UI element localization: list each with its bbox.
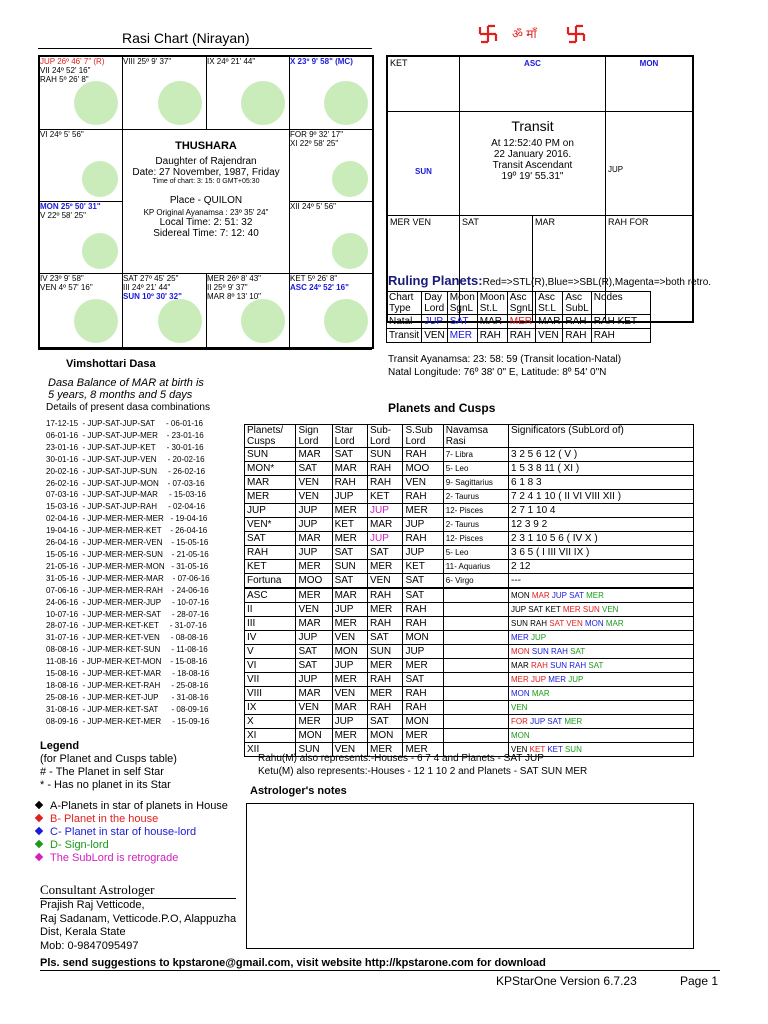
rahu-note: Rahu(M) also represents:-Houses - 6 7 4 and Planets - SAT JUP: [258, 753, 544, 764]
planets-cell: VEN: [296, 701, 332, 715]
planets-cell: RAH: [403, 532, 443, 546]
significators-cell: MAR RAH SUN RAH SAT: [509, 659, 694, 673]
dasa-row: 19-04-16 - JUP-MER-MER-KET - 26-04-16: [46, 526, 208, 536]
taurus-icon: [241, 81, 285, 125]
scorpio-icon: [158, 299, 202, 343]
dasa-list: [46, 418, 246, 728]
cancer-icon: [332, 161, 368, 197]
planets-cell: MON: [296, 729, 332, 743]
planets-cell: ASC: [245, 588, 296, 603]
rasi-house-taurus: IX 24º 21' 44": [206, 56, 290, 130]
legend-line: # - The Planet in self Star: [40, 766, 164, 778]
planets-cell: [443, 673, 508, 687]
planets-cell: VI: [245, 659, 296, 673]
planets-cell: SUN: [368, 645, 403, 659]
significators-cell: JUP SAT KET MER SUN VEN: [509, 603, 694, 617]
significators-cell: MON MAR JUP SAT MER: [509, 588, 694, 603]
dasa-row: 31-07-16 - JUP-MER-KET-VEN - 08-08-16: [46, 633, 208, 643]
planets-cell: MON: [332, 645, 367, 659]
planets-cell: MER: [296, 715, 332, 729]
planets-cell: RAH: [368, 462, 403, 476]
planets-row: [245, 701, 694, 715]
planets-cell: 7- Libra: [443, 448, 508, 462]
planets-cusps-title: Planets and Cusps: [388, 401, 496, 415]
planets-row: [245, 532, 694, 546]
dasa-row: 15-05-16 - JUP-MER-MER-SUN - 21-05-16: [46, 549, 209, 559]
planets-cell: SAT: [245, 532, 296, 546]
transit-cell-sun: SUN: [387, 111, 460, 216]
pisces-icon: [74, 81, 118, 125]
dasa-row: 15-08-16 - JUP-MER-KET-MAR - 18-08-16: [46, 669, 210, 679]
ruling-planets-header: Ruling Planets:Red=>STL(R),Blue=>SBL(R),Magenta=>both retro.: [388, 273, 712, 288]
planets-cell: KET: [403, 560, 443, 574]
planets-row: [245, 448, 694, 462]
dasa-divider: [38, 349, 372, 350]
aquarius-icon: [82, 161, 118, 197]
planets-cell: [443, 715, 508, 729]
planets-cell: SAT: [368, 546, 403, 560]
dasa-row: 26-04-16 - JUP-MER-MER-VEN - 15-05-16: [46, 538, 209, 548]
planets-cell: SUN: [368, 448, 403, 462]
planets-cell: MAR: [296, 448, 332, 462]
planets-row: [245, 687, 694, 701]
legend-item-d: D- Sign-lord: [36, 839, 109, 851]
planets-cell: RAH: [368, 673, 403, 687]
planets-cell: MER: [368, 560, 403, 574]
ruling-planets-table: [386, 291, 651, 343]
planets-row: [245, 546, 694, 560]
significators-cell: 7 2 4 1 10 ( II VI VIII XII ): [509, 490, 694, 504]
page-title: Rasi Chart (Nirayan): [122, 30, 250, 46]
planets-cell: MAR: [296, 687, 332, 701]
planets-cell: RAH: [368, 617, 403, 631]
rasi-house-capricorn: MON 25º 50' 31" V 22º 58' 25": [39, 201, 123, 274]
planets-cell: Fortuna: [245, 574, 296, 589]
ruling-header: Moon St.L: [477, 292, 507, 315]
planets-cell: 5- Leo: [443, 462, 508, 476]
planets-cell: KET: [368, 490, 403, 504]
planets-row: [245, 715, 694, 729]
planets-cell: JUP: [403, 518, 443, 532]
planets-cell: SAT: [332, 574, 367, 589]
planets-row: [245, 659, 694, 673]
footer-suggestion: Pls. send suggestions to kpstarone@gmail.com, visit website http://kpstarone.com for download: [40, 957, 546, 969]
libra-icon: [241, 299, 285, 343]
significators-cell: MER JUP: [509, 631, 694, 645]
planets-cell: [443, 588, 508, 603]
planets-cell: SAT: [332, 546, 367, 560]
rasi-house-aries: VIII 25º 9' 37": [122, 56, 207, 130]
planets-cell: SAT: [332, 448, 367, 462]
planets-cell: II: [245, 603, 296, 617]
planets-cell: MER: [332, 729, 367, 743]
planets-cell: RAH: [403, 490, 443, 504]
planets-cell: MER: [296, 588, 332, 603]
planets-cell: MON: [403, 715, 443, 729]
dasa-row: 06-01-16 - JUP-SAT-JUP-MER - 23-01-16: [46, 430, 204, 440]
planets-cell: VEN*: [245, 518, 296, 532]
significators-cell: MON SUN RAH SAT: [509, 645, 694, 659]
significators-cell: 2 7 1 10 4: [509, 504, 694, 518]
transit-cell: MAR: [532, 215, 606, 322]
legend-item-a: A-Planets in star of planets in House: [36, 800, 228, 812]
significators-cell: MER JUP MER JUP: [509, 673, 694, 687]
dasa-row: 18-08-16 - JUP-MER-KET-RAH - 25-08-16: [46, 680, 209, 690]
planets-header: Sub- Lord: [368, 425, 403, 448]
planets-cell: VEN: [368, 574, 403, 589]
transit-cell: RAH FOR: [605, 215, 693, 322]
significators-cell: ---: [509, 574, 694, 589]
planets-cell: MON: [368, 729, 403, 743]
natal-longitude: Natal Longitude: 76º 38' 0" E, Latitude: 8º 54' 0"N: [388, 367, 607, 378]
rasi-house-sagittarius: IV 23º 9' 58" VEN 4º 57' 16": [39, 273, 123, 348]
planets-cell: MER: [368, 659, 403, 673]
planets-cell: VEN: [332, 743, 367, 757]
transit-cell-asc: ASC: [459, 56, 606, 112]
ruling-header: Nodes: [591, 292, 650, 315]
planets-cell: JUP: [403, 546, 443, 560]
dasa-row: 23-01-16 - JUP-SAT-JUP-KET - 30-01-16: [46, 442, 204, 452]
planets-cell: JUP: [296, 631, 332, 645]
rasi-center-info: THUSHARA Daughter of Rajendran Date: 27 November, 1987, Friday Time of chart: 3: 15: 0 GMT+05:30 Place - QUILON KP Original Ayanamsa : 23º 35' 24" Local Time: 2: 51: 32 Sidereal Time: 7: 12: 40: [123, 130, 289, 273]
planets-cell: 12- Pisces: [443, 504, 508, 518]
dasa-row: 02-04-16 - JUP-MER-MER-MER - 19-04-16: [46, 514, 208, 524]
planets-cell: MER: [296, 560, 332, 574]
rasi-house-libra: MER 26º 8' 43" II 25º 9' 37" MAR 8º 13' 10": [206, 273, 290, 348]
planets-cell: VII: [245, 673, 296, 687]
ruling-header: Asc St.L: [536, 292, 563, 315]
planets-cell: VEN: [296, 490, 332, 504]
swastika-icon: [478, 24, 498, 44]
header-symbols: [478, 22, 598, 44]
transit-cell: KET: [387, 56, 460, 112]
significators-cell: 3 6 5 ( I III VII IX ): [509, 546, 694, 560]
planets-cell: RAH: [403, 448, 443, 462]
planets-cell: IX: [245, 701, 296, 715]
planets-row: [245, 729, 694, 743]
capricorn-icon: [82, 233, 118, 269]
planets-cell: SAT: [296, 645, 332, 659]
consultant-address: Prajish Raj Vetticode, Raj Sadanam, Vetticode.P.O, Alappuzha Dist, Kerala State Mob: 0-9847095497: [40, 899, 237, 952]
notes-box[interactable]: [246, 803, 694, 949]
planets-cell: RAH: [368, 701, 403, 715]
dasa-row: 25-08-16 - JUP-MER-KET-JUP - 31-08-16: [46, 692, 209, 702]
planets-cell: MER: [368, 603, 403, 617]
title-underline: [38, 48, 372, 49]
planets-cell: VEN: [296, 603, 332, 617]
planets-cusps-table: [244, 424, 694, 757]
significators-cell: VEN: [509, 701, 694, 715]
planets-cell: VEN: [332, 687, 367, 701]
planets-cell: JUP: [296, 518, 332, 532]
planets-cell: MAR: [296, 617, 332, 631]
virgo-icon: [324, 299, 368, 343]
significators-cell: 6 1 8 3: [509, 476, 694, 490]
rasi-house-aquarius: VI 24º 5' 56": [39, 129, 123, 202]
planets-cell: MER: [403, 659, 443, 673]
planets-cell: JUP: [332, 715, 367, 729]
planets-cell: JUP: [332, 659, 367, 673]
rasi-chart: [38, 55, 374, 349]
planets-row: [245, 462, 694, 476]
planets-cell: [443, 659, 508, 673]
planets-cell: JUP: [245, 504, 296, 518]
planets-cell: MAR: [245, 476, 296, 490]
planets-cell: RAH: [403, 701, 443, 715]
planets-cell: JUP: [296, 504, 332, 518]
significators-cell: MON: [509, 729, 694, 743]
planets-cell: VIII: [245, 687, 296, 701]
ruling-header: Moon SgnL: [447, 292, 477, 315]
footer-version: KPStarOne Version 6.7.23: [496, 974, 637, 988]
planets-row: [245, 673, 694, 687]
planets-cell: VEN: [403, 476, 443, 490]
planets-cell: SAT: [296, 659, 332, 673]
dasa-row: 31-05-16 - JUP-MER-MER-MAR - 07-06-16: [46, 573, 210, 583]
planets-cell: MER: [245, 490, 296, 504]
planets-cell: RAH: [403, 617, 443, 631]
planets-cell: JUP: [332, 490, 367, 504]
planets-row: [245, 603, 694, 617]
planets-cell: MAR: [332, 588, 367, 603]
planets-cell: SAT: [403, 588, 443, 603]
planets-cell: XI: [245, 729, 296, 743]
native-name: THUSHARA: [175, 140, 237, 152]
planets-cell: [443, 687, 508, 701]
planets-cell: VEN: [332, 631, 367, 645]
planets-cell: JUP: [368, 504, 403, 518]
significators-cell: SUN RAH SAT VEN MON MAR: [509, 617, 694, 631]
planets-cell: SAT: [368, 715, 403, 729]
planets-cell: MER: [403, 504, 443, 518]
planets-cell: V: [245, 645, 296, 659]
planets-cell: MAR: [368, 518, 403, 532]
footer-divider: [40, 970, 720, 971]
planets-row: [245, 645, 694, 659]
planets-cell: VEN: [296, 476, 332, 490]
planets-cell: SAT: [403, 673, 443, 687]
planets-cell: RAH: [403, 687, 443, 701]
ruling-row-transit: Transit VEN MER RAH RAH VEN RAH RAH: [387, 329, 651, 343]
transit-cell: MER VEN: [387, 215, 460, 322]
significators-cell: FOR JUP SAT MER: [509, 715, 694, 729]
planets-cell: XII: [245, 743, 296, 757]
planets-cell: RAH: [332, 476, 367, 490]
planets-row: [245, 518, 694, 532]
planets-row: [245, 476, 694, 490]
planets-cell: MER: [403, 743, 443, 757]
planets-cell: [443, 701, 508, 715]
dasa-row: 07-03-16 - JUP-SAT-JUP-MAR - 15-03-16: [46, 490, 206, 500]
planets-header: Navamsa Rasi: [443, 425, 508, 448]
ruling-header: Day Lord: [422, 292, 448, 315]
planets-cell: MAR: [332, 462, 367, 476]
legend-sub: (for Planet and Cusps table): [40, 753, 177, 765]
diamond-icon: [35, 827, 43, 835]
planets-header: Sign Lord: [296, 425, 332, 448]
planets-cell: 2- Taurus: [443, 518, 508, 532]
diamond-icon: [35, 840, 43, 848]
planets-cell: SUN: [332, 560, 367, 574]
planets-cell: MAR: [296, 532, 332, 546]
notes-title: Astrologer's notes: [250, 785, 347, 797]
planets-cell: [443, 603, 508, 617]
ruling-header: Asc SubL: [563, 292, 591, 315]
planets-cell: RAH: [368, 476, 403, 490]
transit-ayanamsa: Transit Ayanamsa: 23: 58: 59 (Transit location-Natal): [388, 354, 622, 365]
rasi-house-pisces: JUP 26º 46' 7" (R) VII 24º 52' 16" RAH 5º 26' 8": [39, 56, 123, 130]
ruling-header: Asc SgnL: [507, 292, 535, 315]
planets-cell: III: [245, 617, 296, 631]
dasa-row: 26-02-16 - JUP-SAT-JUP-MON - 07-03-16: [46, 478, 205, 488]
dasa-row: 31-08-16 - JUP-MER-KET-SAT - 08-09-16: [46, 704, 209, 714]
transit-center-info: Transit At 12:52:40 PM on 22 January 2016. Transit Ascendant 19º 19' 55.31": [459, 118, 606, 182]
planets-cell: JUP: [368, 532, 403, 546]
planets-row: [245, 588, 694, 603]
planets-cell: MER: [332, 504, 367, 518]
planets-cell: 11- Aquarius: [443, 560, 508, 574]
legend-item-c: C- Planet in star of house-lord: [36, 826, 196, 838]
planets-cell: MAR: [332, 701, 367, 715]
transit-cell-mon: MON: [605, 56, 693, 112]
planets-cell: JUP: [332, 603, 367, 617]
rasi-house-gemini: X 23º 9' 58" (MC): [289, 56, 373, 130]
dasa-title: Vimshottari Dasa: [66, 358, 156, 370]
significators-cell: VEN KET KET SUN: [509, 743, 694, 757]
swastika-icon: [566, 24, 586, 44]
significators-cell: MON MAR: [509, 687, 694, 701]
planets-cell: [443, 645, 508, 659]
gemini-icon: [324, 81, 368, 125]
planets-cell: MON*: [245, 462, 296, 476]
legend-title: Legend: [40, 740, 80, 752]
planets-cell: X: [245, 715, 296, 729]
planets-cell: KET: [332, 518, 367, 532]
planets-cell: JUP: [403, 645, 443, 659]
planets-row: [245, 490, 694, 504]
ruling-header: Chart Type: [387, 292, 422, 315]
dasa-row: 10-07-16 - JUP-MER-MER-SAT - 28-07-16: [46, 609, 209, 619]
ketu-note: Ketu(M) also represents:-Houses - 12 1 10 2 and Planets - SAT SUN MER: [258, 766, 588, 777]
planets-cell: 2- Taurus: [443, 490, 508, 504]
dasa-row: 30-01-16 - JUP-SAT-JUP-VEN - 20-02-16: [46, 454, 205, 464]
planets-header: S.Sub Lord: [403, 425, 443, 448]
dasa-details-label: Details of present dasa combinations: [46, 402, 210, 413]
planets-cell: SAT: [368, 631, 403, 645]
leo-icon: [332, 233, 368, 269]
planets-cell: [443, 617, 508, 631]
dasa-row: 24-06-16 - JUP-MER-MER-JUP - 10-07-16: [46, 597, 210, 607]
transit-cell: SAT: [459, 215, 533, 322]
planets-cell: MOO: [403, 462, 443, 476]
planets-header: Star Lord: [332, 425, 367, 448]
planets-cell: SAT: [296, 462, 332, 476]
planets-cell: MOO: [296, 574, 332, 589]
planets-row: [245, 617, 694, 631]
planets-cell: JUP: [296, 673, 332, 687]
dasa-balance: Dasa Balance of MAR at birth is 5 years, 8 months and 5 days: [48, 377, 204, 401]
planets-row: [245, 631, 694, 645]
planets-cell: MER: [368, 687, 403, 701]
rasi-house-cancer: FOR 9º 32' 17" XI 22º 58' 25": [289, 129, 373, 202]
legend-line: * - Has no planet in its Star: [40, 779, 171, 791]
planets-row: [245, 560, 694, 574]
planets-cell: 9- Sagittarius: [443, 476, 508, 490]
planets-row: [245, 504, 694, 518]
ruling-row-natal: Natal JUP SAT MAR MER MAR RAH RAH KET: [387, 315, 651, 329]
planets-cell: MER: [368, 743, 403, 757]
significators-cell: 2 3 1 10 5 6 ( IV X ): [509, 532, 694, 546]
transit-title: Transit: [511, 118, 554, 134]
planets-header: Significators (SubLord of): [509, 425, 694, 448]
planets-cell: MON: [403, 631, 443, 645]
planets-cell: [443, 631, 508, 645]
dasa-row: 07-06-16 - JUP-MER-MER-RAH - 24-06-16: [46, 585, 209, 595]
dasa-row: 17-12-15 - JUP-SAT-JUP-SAT - 06-01-16: [46, 419, 203, 428]
diamond-icon: [35, 801, 43, 809]
planets-cell: SUN: [245, 448, 296, 462]
significators-cell: 12 3 9 2: [509, 518, 694, 532]
significators-cell: 2 12: [509, 560, 694, 574]
planets-cell: MER: [332, 617, 367, 631]
planets-cell: MER: [332, 673, 367, 687]
planets-cell: IV: [245, 631, 296, 645]
dasa-row: 15-03-16 - JUP-SAT-JUP-RAH - 02-04-16: [46, 502, 206, 512]
dasa-row: 08-08-16 - JUP-MER-KET-SUN - 11-08-16: [46, 645, 208, 655]
planets-cell: RAH: [403, 603, 443, 617]
planets-cell: 5- Leo: [443, 546, 508, 560]
aries-icon: [158, 81, 202, 125]
dasa-row: 20-02-16 - JUP-SAT-JUP-SUN - 26-02-16: [46, 466, 206, 476]
planets-cell: JUP: [296, 546, 332, 560]
planets-cell: KET: [245, 560, 296, 574]
consultant-title: Consultant Astrologer: [40, 882, 155, 897]
dasa-row: 08-09-16 - JUP-MER-KET-MER - 15-09-16: [46, 716, 210, 726]
significators-cell: 1 5 3 8 11 ( XI ): [509, 462, 694, 476]
planets-cell: MER: [332, 532, 367, 546]
planets-cell: 6- Virgo: [443, 574, 508, 589]
planets-cell: 12- Pisces: [443, 532, 508, 546]
dasa-row: 21-05-16 - JUP-MER-MER-MON - 31-05-16: [46, 561, 209, 571]
om-text: ॐ माँ: [512, 27, 537, 41]
rasi-house-scorpio: SAT 27º 45' 25" III 24º 21' 44" SUN 10º 30' 32": [122, 273, 207, 348]
planets-cell: SAT: [403, 574, 443, 589]
significators-cell: 3 2 5 6 12 ( V ): [509, 448, 694, 462]
diamond-icon: [35, 814, 43, 822]
planets-cell: SUN: [296, 743, 332, 757]
sagittarius-icon: [74, 299, 118, 343]
diamond-icon: [35, 853, 43, 861]
legend-item-b: B- Planet in the house: [36, 813, 158, 825]
rasi-house-virgo: KET 5º 26' 8" ASC 24º 52' 16": [289, 273, 373, 348]
planets-cell: RAH: [368, 588, 403, 603]
planets-cell: RAH: [245, 546, 296, 560]
rasi-house-leo: XII 24º 5' 56": [289, 201, 373, 274]
dasa-row: 11-08-16 - JUP-MER-KET-MON - 15-08-16: [46, 657, 208, 667]
planets-cell: [443, 729, 508, 743]
planets-header: Planets/ Cusps: [245, 425, 296, 448]
legend-item-e: The SubLord is retrograde: [36, 852, 178, 864]
footer-page: Page 1: [680, 974, 719, 988]
dasa-row: 28-07-16 - JUP-MER-KET-KET - 31-07-16: [46, 621, 207, 631]
transit-cell-jup: JUP: [605, 111, 693, 216]
planets-row: [245, 574, 694, 589]
planets-cell: MER: [403, 729, 443, 743]
